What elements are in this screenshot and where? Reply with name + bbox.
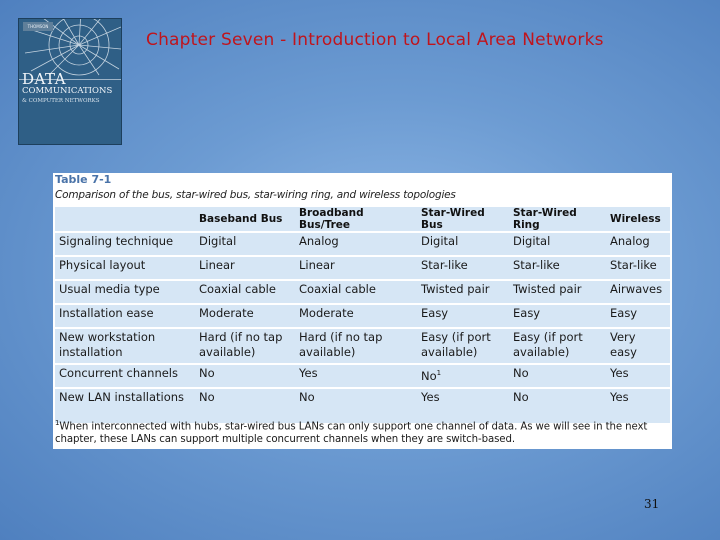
table-cell: No (509, 364, 606, 388)
table-cell: Airwaves (606, 280, 670, 304)
table-cell: Digital (417, 232, 509, 256)
table-cell: Twisted pair (509, 280, 606, 304)
table-caption: Comparison of the bus, star-wired bus, star-wiring ring, and wireless topologies (55, 189, 456, 201)
table-cell: Moderate (295, 304, 417, 328)
cover-title-line2: COMMUNICATIONS (22, 86, 113, 96)
row-header: Concurrent channels (55, 364, 195, 388)
table-cell (417, 364, 509, 388)
column-header: Star-Wired Ring (509, 207, 606, 232)
table-cell: Coaxial cable (195, 280, 295, 304)
table-cell: Hard (if no tap available) (195, 328, 295, 364)
column-header: Wireless (606, 207, 670, 232)
table-footnote (55, 417, 667, 446)
comparison-table (55, 207, 670, 425)
table-cell: Star-like (417, 256, 509, 280)
table-cell: Easy (606, 304, 670, 328)
page-number: 31 (644, 497, 660, 511)
book-cover-image (18, 18, 122, 145)
table-cell: Easy (509, 304, 606, 328)
table-cell: Yes (417, 388, 509, 424)
table-cell: Very easy (606, 328, 670, 364)
table-cell: Easy (if port available) (509, 328, 606, 364)
table-cell: Easy (if port available) (417, 328, 509, 364)
row-header: Physical layout (55, 256, 195, 280)
table-cell: Moderate (195, 304, 295, 328)
table-cell: Linear (295, 256, 417, 280)
table-cell: Analog (606, 232, 670, 256)
table-header-row (55, 207, 670, 232)
row-header: Installation ease (55, 304, 195, 328)
table-cell: Coaxial cable (295, 280, 417, 304)
table-cell: No (295, 388, 417, 424)
column-header: Broadband Bus/Tree (295, 207, 417, 232)
table-row (55, 328, 670, 364)
table-cell: Yes (606, 364, 670, 388)
footnote-text: When interconnected with hubs, star-wired bus LANs can only support one channel of data. As we will see in the next chapter, these LANs can support multiple concurrent channels when they are switch-based. (55, 421, 648, 446)
table-cell: No (195, 364, 295, 388)
table-cell: Star-like (509, 256, 606, 280)
table-cell: Yes (295, 364, 417, 388)
table-row (55, 304, 670, 328)
table-cell: Twisted pair (417, 280, 509, 304)
table-cell: Analog (295, 232, 417, 256)
table-cell: Hard (if no tap available) (295, 328, 417, 364)
row-header: Signaling technique (55, 232, 195, 256)
table-row (55, 364, 670, 388)
column-header: Baseband Bus (195, 207, 295, 232)
table-cell: No (195, 388, 295, 424)
footnote-marker: 1 (55, 419, 60, 427)
slide-title: Chapter Seven - Introduction to Local Area Networks (146, 30, 604, 50)
table-row (55, 232, 670, 256)
table-cell: Yes (606, 388, 670, 424)
table-row (55, 256, 670, 280)
table-cell: Digital (509, 232, 606, 256)
cell-text: No (421, 368, 437, 383)
cover-title-line1: DATA (22, 70, 67, 88)
publisher-logo: THOMSON (23, 22, 53, 31)
column-header: Star-Wired Bus (417, 207, 509, 232)
cover-title-line3: & COMPUTER NETWORKS (22, 98, 100, 104)
column-header (55, 207, 195, 232)
footnote-marker: 1 (436, 369, 442, 377)
table-cell: Digital (195, 232, 295, 256)
row-header: New LAN installations (55, 388, 195, 424)
row-header: New workstation installation (55, 328, 195, 364)
table-cell: Linear (195, 256, 295, 280)
table-cell: No (509, 388, 606, 424)
table-label: Table 7-1 (55, 173, 112, 186)
table-row (55, 280, 670, 304)
table-figure (53, 173, 672, 449)
table-cell: Star-like (606, 256, 670, 280)
table-cell: Easy (417, 304, 509, 328)
row-header: Usual media type (55, 280, 195, 304)
